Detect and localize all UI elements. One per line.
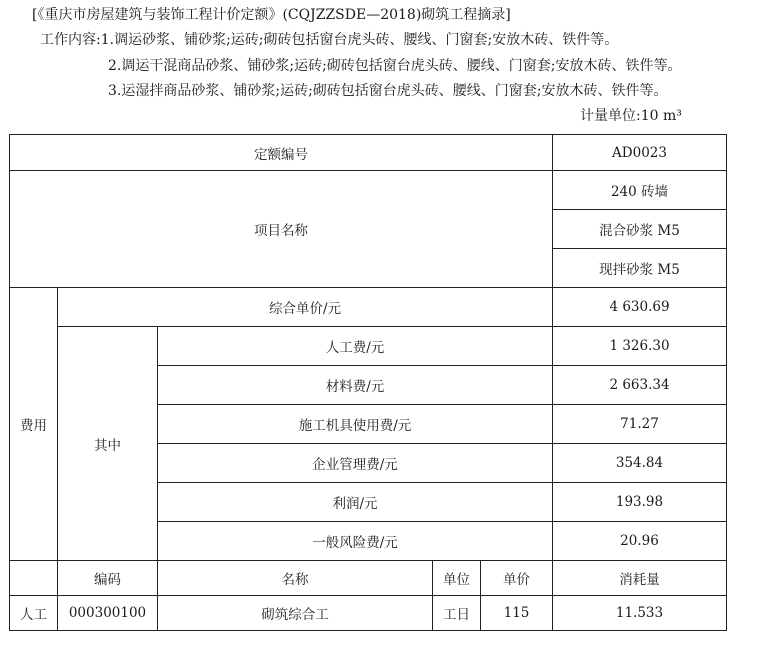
unit-header: 单位 bbox=[433, 561, 481, 596]
material-cost-value: 2 663.34 bbox=[553, 366, 727, 405]
quota-no-label: 定额编号 bbox=[10, 135, 553, 171]
document-title: [《重庆市房屋建筑与装饰工程计价定额》(CQJZZSDE—2018)砌筑工程摘录] bbox=[32, 7, 511, 23]
quota-no-value: AD0023 bbox=[553, 135, 727, 171]
row-price: 115 bbox=[481, 596, 553, 631]
item-name-label: 项目名称 bbox=[10, 171, 553, 288]
category-header-empty bbox=[10, 561, 58, 596]
work-content-line-1: 工作内容:1.调运砂浆、铺砂浆;运砖;砌砖包括窗台虎头砖、腰线、门窗套;安放木砖、铁件等。 bbox=[40, 32, 619, 48]
machinery-cost-value: 71.27 bbox=[553, 405, 727, 444]
machinery-cost-label: 施工机具使用费/元 bbox=[158, 405, 553, 444]
among-label: 其中 bbox=[58, 327, 158, 561]
item-name-3: 现拌砂浆 M5 bbox=[553, 249, 727, 288]
table-row bbox=[10, 171, 727, 210]
row-code: 000300100 bbox=[58, 596, 158, 631]
cost-label: 费用 bbox=[10, 288, 58, 561]
table-row bbox=[10, 288, 727, 327]
composite-price-value: 4 630.69 bbox=[553, 288, 727, 327]
row-category: 人工 bbox=[10, 596, 58, 631]
work-content-line-2: 2.调运干混商品砂浆、铺砂浆;运砖;砌砖包括窗台虎头砖、腰线、门窗套;安放木砖、铁件等。 bbox=[108, 58, 682, 74]
row-unit: 工日 bbox=[433, 596, 481, 631]
work-content-line-3: 3.运湿拌商品砂浆、铺砂浆;运砖;砌砖包括窗台虎头砖、腰线、门窗套;安放木砖、铁件等。 bbox=[108, 83, 668, 99]
management-fee-value: 354.84 bbox=[553, 444, 727, 483]
name-header: 名称 bbox=[158, 561, 433, 596]
row-name: 砌筑综合工 bbox=[158, 596, 433, 631]
price-header: 单价 bbox=[481, 561, 553, 596]
material-cost-label: 材料费/元 bbox=[158, 366, 553, 405]
consumption-header: 消耗量 bbox=[553, 561, 727, 596]
quota-table bbox=[9, 134, 727, 631]
item-name-2: 混合砂浆 M5 bbox=[553, 210, 727, 249]
table-row bbox=[10, 327, 727, 366]
risk-fee-value: 20.96 bbox=[553, 522, 727, 561]
table-row bbox=[10, 596, 727, 631]
measurement-unit: 计量单位:10 m³ bbox=[580, 108, 682, 124]
row-consumption: 11.533 bbox=[553, 596, 727, 631]
risk-fee-label: 一般风险费/元 bbox=[158, 522, 553, 561]
table-header-row bbox=[10, 561, 727, 596]
profit-value: 193.98 bbox=[553, 483, 727, 522]
table-row bbox=[10, 135, 727, 171]
code-header: 编码 bbox=[58, 561, 158, 596]
labor-cost-value: 1 326.30 bbox=[553, 327, 727, 366]
composite-price-label: 综合单价/元 bbox=[58, 288, 553, 327]
profit-label: 利润/元 bbox=[158, 483, 553, 522]
labor-cost-label: 人工费/元 bbox=[158, 327, 553, 366]
management-fee-label: 企业管理费/元 bbox=[158, 444, 553, 483]
item-name-1: 240 砖墙 bbox=[553, 171, 727, 210]
